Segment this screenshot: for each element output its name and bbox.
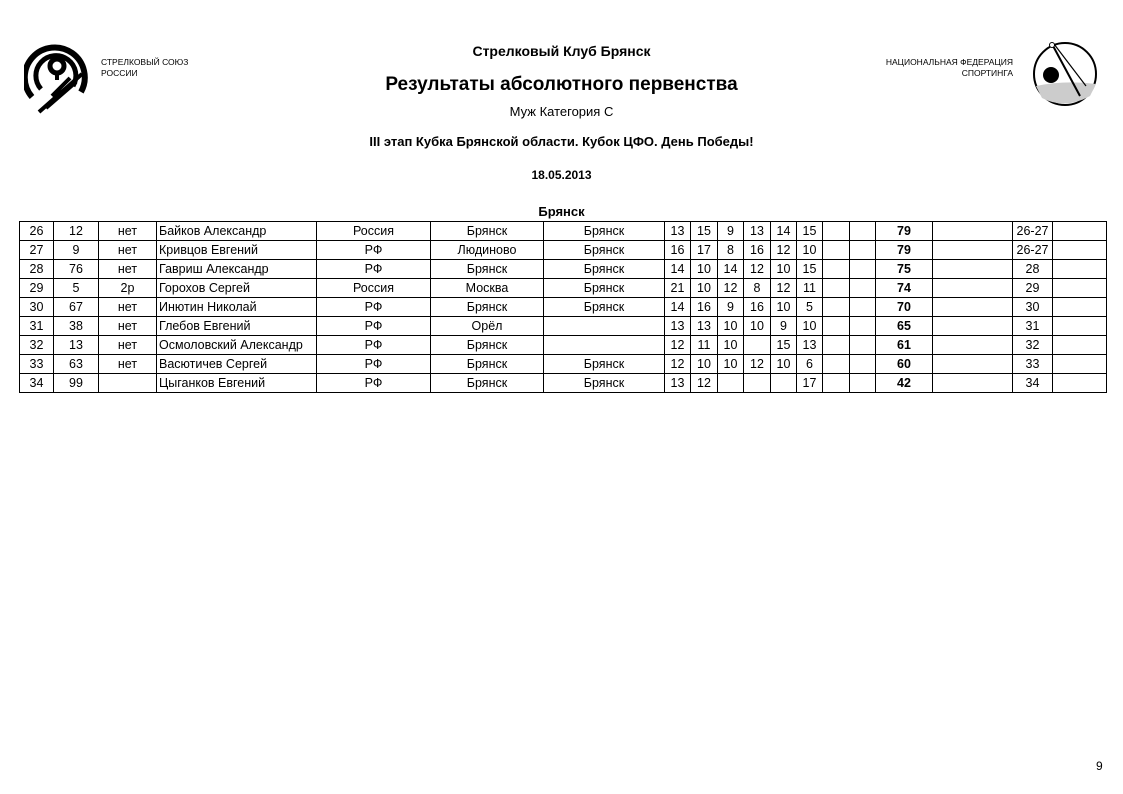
series-1-cell: 13 <box>665 374 691 393</box>
country-cell: РФ <box>317 355 431 374</box>
series-5-cell: 10 <box>771 298 797 317</box>
group-title: Брянск <box>538 204 585 219</box>
total-cell: 70 <box>876 298 933 317</box>
club-cell <box>544 336 665 355</box>
series-1-cell: 16 <box>665 241 691 260</box>
page-title: Результаты абсолютного первенства <box>385 74 738 95</box>
series-4-cell: 16 <box>744 241 771 260</box>
series-5-cell: 14 <box>771 222 797 241</box>
country-cell: РФ <box>317 241 431 260</box>
extra-2-cell <box>850 298 876 317</box>
city-cell: Москва <box>431 279 544 298</box>
extra-3-cell <box>933 241 1013 260</box>
extra-1-cell <box>823 374 850 393</box>
extra-4-cell <box>1053 374 1107 393</box>
extra-2-cell <box>850 222 876 241</box>
series-6-cell: 15 <box>797 222 823 241</box>
city-cell: Брянск <box>431 260 544 279</box>
place-cell: 27 <box>20 241 54 260</box>
rank-cell: нет <box>99 355 157 374</box>
series-2-cell: 16 <box>691 298 718 317</box>
series-2-cell: 13 <box>691 317 718 336</box>
series-4-cell: 8 <box>744 279 771 298</box>
series-2-cell: 17 <box>691 241 718 260</box>
club-cell: Брянск <box>544 279 665 298</box>
org-right-line1: НАЦИОНАЛЬНАЯ ФЕДЕРАЦИЯ <box>885 57 1013 67</box>
extra-2-cell <box>850 317 876 336</box>
extra-4-cell <box>1053 336 1107 355</box>
rank-cell: нет <box>99 241 157 260</box>
extra-3-cell <box>933 336 1013 355</box>
city-cell: Брянск <box>431 355 544 374</box>
final-place-cell: 29 <box>1013 279 1053 298</box>
total-cell: 42 <box>876 374 933 393</box>
table-row <box>20 336 1107 355</box>
place-cell: 32 <box>20 336 54 355</box>
club-cell: Брянск <box>544 298 665 317</box>
country-cell: РФ <box>317 317 431 336</box>
series-3-cell: 9 <box>718 222 744 241</box>
series-6-cell: 11 <box>797 279 823 298</box>
extra-3-cell <box>933 260 1013 279</box>
table-row <box>20 222 1107 241</box>
club-name: Стрелковый Клуб Брянск <box>472 43 651 59</box>
number-cell: 9 <box>54 241 99 260</box>
series-5-cell: 10 <box>771 260 797 279</box>
number-cell: 12 <box>54 222 99 241</box>
series-6-cell: 10 <box>797 317 823 336</box>
city-cell: Брянск <box>431 222 544 241</box>
series-4-cell: 12 <box>744 355 771 374</box>
number-cell: 99 <box>54 374 99 393</box>
total-cell: 79 <box>876 222 933 241</box>
number-cell: 5 <box>54 279 99 298</box>
series-3-cell: 10 <box>718 355 744 374</box>
table-row <box>20 355 1107 374</box>
country-cell: Россия <box>317 279 431 298</box>
city-cell: Брянск <box>431 298 544 317</box>
series-2-cell: 12 <box>691 374 718 393</box>
final-place-cell: 31 <box>1013 317 1053 336</box>
extra-1-cell <box>823 298 850 317</box>
name-cell: Цыганков Евгений <box>157 374 317 393</box>
series-5-cell: 9 <box>771 317 797 336</box>
series-3-cell: 9 <box>718 298 744 317</box>
series-1-cell: 21 <box>665 279 691 298</box>
rank-cell: 2р <box>99 279 157 298</box>
series-2-cell: 10 <box>691 260 718 279</box>
place-cell: 34 <box>20 374 54 393</box>
name-cell: Глебов Евгений <box>157 317 317 336</box>
series-5-cell: 10 <box>771 355 797 374</box>
total-cell: 74 <box>876 279 933 298</box>
series-3-cell: 14 <box>718 260 744 279</box>
final-place-cell: 33 <box>1013 355 1053 374</box>
extra-2-cell <box>850 241 876 260</box>
city-cell: Брянск <box>431 336 544 355</box>
total-cell: 61 <box>876 336 933 355</box>
country-cell: РФ <box>317 260 431 279</box>
rank-cell: нет <box>99 336 157 355</box>
org-right-line2: СПОРТИНГА <box>961 68 1013 78</box>
rank-cell: нет <box>99 317 157 336</box>
final-place-cell: 30 <box>1013 298 1053 317</box>
series-6-cell: 10 <box>797 241 823 260</box>
number-cell: 63 <box>54 355 99 374</box>
place-cell: 31 <box>20 317 54 336</box>
table-row <box>20 279 1107 298</box>
series-5-cell <box>771 374 797 393</box>
extra-4-cell <box>1053 317 1107 336</box>
series-3-cell: 10 <box>718 317 744 336</box>
name-cell: Васютичев Сергей <box>157 355 317 374</box>
series-2-cell: 15 <box>691 222 718 241</box>
series-4-cell: 16 <box>744 298 771 317</box>
series-2-cell: 10 <box>691 279 718 298</box>
final-place-cell: 34 <box>1013 374 1053 393</box>
club-cell: Брянск <box>544 355 665 374</box>
extra-3-cell <box>933 298 1013 317</box>
extra-4-cell <box>1053 260 1107 279</box>
place-cell: 33 <box>20 355 54 374</box>
final-place-cell: 26-27 <box>1013 241 1053 260</box>
place-cell: 30 <box>20 298 54 317</box>
extra-1-cell <box>823 336 850 355</box>
number-cell: 13 <box>54 336 99 355</box>
table-row <box>20 298 1107 317</box>
extra-1-cell <box>823 222 850 241</box>
series-3-cell: 10 <box>718 336 744 355</box>
number-cell: 67 <box>54 298 99 317</box>
extra-3-cell <box>933 317 1013 336</box>
extra-3-cell <box>933 222 1013 241</box>
page-number: 9 <box>1096 759 1103 773</box>
city-cell: Орёл <box>431 317 544 336</box>
extra-4-cell <box>1053 222 1107 241</box>
table-row <box>20 317 1107 336</box>
category: Муж Категория С <box>509 104 614 119</box>
series-1-cell: 13 <box>665 222 691 241</box>
country-cell: Россия <box>317 222 431 241</box>
results-table <box>19 221 1107 393</box>
country-cell: РФ <box>317 374 431 393</box>
final-place-cell: 32 <box>1013 336 1053 355</box>
series-3-cell: 8 <box>718 241 744 260</box>
extra-4-cell <box>1053 355 1107 374</box>
rank-cell: нет <box>99 298 157 317</box>
extra-1-cell <box>823 260 850 279</box>
extra-3-cell <box>933 355 1013 374</box>
name-cell: Байков Александр <box>157 222 317 241</box>
series-1-cell: 12 <box>665 336 691 355</box>
total-cell: 65 <box>876 317 933 336</box>
total-cell: 75 <box>876 260 933 279</box>
series-4-cell: 13 <box>744 222 771 241</box>
final-place-cell: 26-27 <box>1013 222 1053 241</box>
series-2-cell: 10 <box>691 355 718 374</box>
country-cell: РФ <box>317 336 431 355</box>
series-3-cell: 12 <box>718 279 744 298</box>
series-6-cell: 17 <box>797 374 823 393</box>
extra-1-cell <box>823 355 850 374</box>
extra-4-cell <box>1053 279 1107 298</box>
rank-cell: нет <box>99 260 157 279</box>
country-cell: РФ <box>317 298 431 317</box>
event-date: 18.05.2013 <box>531 168 592 182</box>
series-5-cell: 12 <box>771 279 797 298</box>
series-6-cell: 5 <box>797 298 823 317</box>
place-cell: 28 <box>20 260 54 279</box>
series-6-cell: 6 <box>797 355 823 374</box>
series-5-cell: 12 <box>771 241 797 260</box>
extra-2-cell <box>850 336 876 355</box>
extra-3-cell <box>933 374 1013 393</box>
org-left-line2: РОССИИ <box>101 68 138 78</box>
extra-1-cell <box>823 279 850 298</box>
series-4-cell <box>744 374 771 393</box>
table-row <box>20 241 1107 260</box>
series-2-cell: 11 <box>691 336 718 355</box>
extra-2-cell <box>850 260 876 279</box>
place-cell: 29 <box>20 279 54 298</box>
extra-4-cell <box>1053 241 1107 260</box>
place-cell: 26 <box>20 222 54 241</box>
series-3-cell <box>718 374 744 393</box>
table-row <box>20 260 1107 279</box>
club-cell: Брянск <box>544 241 665 260</box>
club-cell <box>544 317 665 336</box>
number-cell: 76 <box>54 260 99 279</box>
series-1-cell: 13 <box>665 317 691 336</box>
series-6-cell: 15 <box>797 260 823 279</box>
total-cell: 79 <box>876 241 933 260</box>
series-1-cell: 12 <box>665 355 691 374</box>
name-cell: Осмоловский Александр <box>157 336 317 355</box>
club-cell: Брянск <box>544 374 665 393</box>
name-cell: Гавриш Александр <box>157 260 317 279</box>
series-4-cell: 10 <box>744 317 771 336</box>
series-1-cell: 14 <box>665 298 691 317</box>
event-name: III этап Кубка Брянской области. Кубок ЦФО. День Победы! <box>369 134 754 149</box>
final-place-cell: 28 <box>1013 260 1053 279</box>
total-cell: 60 <box>876 355 933 374</box>
extra-4-cell <box>1053 298 1107 317</box>
name-cell: Горохов Сергей <box>157 279 317 298</box>
name-cell: Кривцов Евгений <box>157 241 317 260</box>
results-body <box>20 222 1107 393</box>
extra-2-cell <box>850 355 876 374</box>
series-4-cell: 12 <box>744 260 771 279</box>
extra-3-cell <box>933 279 1013 298</box>
extra-1-cell <box>823 317 850 336</box>
city-cell: Людиново <box>431 241 544 260</box>
extra-1-cell <box>823 241 850 260</box>
extra-2-cell <box>850 374 876 393</box>
org-left-line1: СТРЕЛКОВЫЙ СОЮЗ <box>101 57 189 67</box>
club-cell: Брянск <box>544 260 665 279</box>
number-cell: 38 <box>54 317 99 336</box>
city-cell: Брянск <box>431 374 544 393</box>
series-1-cell: 14 <box>665 260 691 279</box>
series-5-cell: 15 <box>771 336 797 355</box>
rank-cell: нет <box>99 222 157 241</box>
table-row <box>20 374 1107 393</box>
name-cell: Инютин Николай <box>157 298 317 317</box>
series-6-cell: 13 <box>797 336 823 355</box>
extra-2-cell <box>850 279 876 298</box>
club-cell: Брянск <box>544 222 665 241</box>
series-4-cell <box>744 336 771 355</box>
rank-cell <box>99 374 157 393</box>
